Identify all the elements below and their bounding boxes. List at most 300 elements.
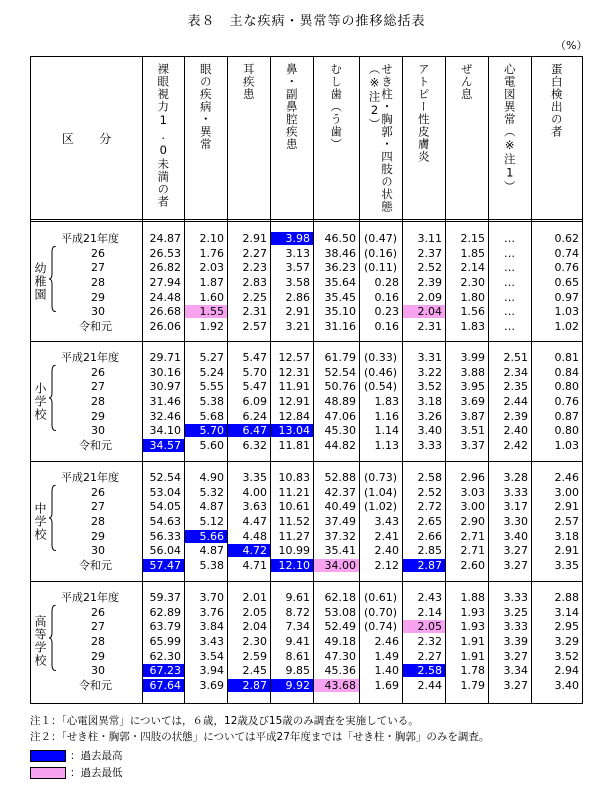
cell-ecg: 3.33 <box>503 620 528 634</box>
note-2: 注２：「せき柱・胸郭・四肢の状態」については平成27年度までは「せき柱・胸郭」のみを調査。 <box>30 731 490 743</box>
cell-asthma: 3.99 <box>460 351 485 364</box>
cell-eyesight: 53.04 <box>149 485 181 499</box>
cell-nose: 10.99 <box>278 544 310 558</box>
cell-protein: 0.62 <box>554 232 579 245</box>
cell-spine: (0.46) <box>363 365 398 379</box>
table-row <box>31 424 582 437</box>
column-header-text: アトピー性皮膚炎 <box>416 63 431 163</box>
table-header <box>31 57 582 222</box>
cell-ecg: … <box>504 290 515 304</box>
section-name: 幼稚園 <box>33 262 47 301</box>
cell-eye: 1.92 <box>199 319 224 333</box>
cell-eyesight: 57.47 <box>142 559 184 572</box>
cell-nose: 9.41 <box>285 634 310 648</box>
legend-max-swatch <box>30 750 66 762</box>
column-divider <box>184 57 185 703</box>
cell-nose: 9.85 <box>285 664 310 678</box>
cell-atopy: 2.87 <box>402 559 445 572</box>
cell-ear: 2.23 <box>242 261 267 275</box>
table-row <box>31 635 582 648</box>
cell-tooth: 35.45 <box>324 290 356 304</box>
cell-ecg: 2.51 <box>503 351 528 364</box>
cell-asthma: 1.91 <box>460 649 485 663</box>
cell-tooth: 47.06 <box>324 409 356 423</box>
section-2 <box>31 461 582 581</box>
cell-asthma: 3.00 <box>460 500 485 514</box>
cell-atopy: 2.66 <box>417 529 442 543</box>
cell-nose: 3.21 <box>285 319 310 333</box>
cell-eyesight: 30.16 <box>149 365 181 379</box>
cell-asthma: 3.95 <box>460 380 485 394</box>
column-header-text: むし歯（う歯） <box>329 63 344 151</box>
cell-eye: 1.76 <box>199 246 224 260</box>
cell-spine: 3.43 <box>374 514 399 528</box>
column-divider <box>142 57 143 703</box>
cell-ecg: 2.42 <box>503 438 528 452</box>
table-row <box>31 530 582 543</box>
cell-spine: (0.33) <box>363 351 398 364</box>
cell-ear: 2.05 <box>242 605 267 619</box>
cell-spine: 2.40 <box>374 544 399 558</box>
column-header-atopy <box>402 57 445 219</box>
table-row <box>31 232 582 245</box>
cell-asthma: 1.91 <box>460 634 485 648</box>
column-header-protein <box>531 57 582 219</box>
cell-atopy: 3.40 <box>417 424 442 438</box>
cell-ecg: … <box>504 319 515 333</box>
cell-asthma: 1.93 <box>460 605 485 619</box>
table-row <box>31 650 582 663</box>
cell-ecg: … <box>504 305 515 319</box>
cell-eye: 3.54 <box>199 649 224 663</box>
cell-tooth: 35.10 <box>324 305 356 319</box>
table-row <box>31 366 582 379</box>
column-divider <box>313 57 314 703</box>
cell-atopy: 2.58 <box>402 664 445 677</box>
cell-ear: 3.63 <box>242 500 267 514</box>
cell-asthma: 1.79 <box>460 678 485 692</box>
cell-eye: 3.76 <box>199 605 224 619</box>
row-label: 令和元 <box>79 438 112 452</box>
cell-ecg: 3.27 <box>503 678 528 692</box>
cell-eyesight: 59.37 <box>149 591 181 604</box>
cell-protein: 3.14 <box>554 605 579 619</box>
cell-spine: (0.70) <box>363 605 398 619</box>
cell-protein: 0.97 <box>554 290 579 304</box>
cell-spine: (0.16) <box>363 246 398 260</box>
cell-tooth: 40.49 <box>324 500 356 514</box>
trend-table <box>30 56 583 704</box>
cell-ear: 2.25 <box>242 290 267 304</box>
column-header-text: 鼻・副鼻腔疾患 <box>284 63 299 151</box>
cell-protein: 3.29 <box>554 634 579 648</box>
cell-asthma: 2.96 <box>460 471 485 484</box>
cell-protein: 3.52 <box>554 649 579 663</box>
row-label: 平成21年度 <box>61 351 119 364</box>
column-header-text: 心電図異常（※注1） <box>502 63 517 193</box>
cell-eye: 5.38 <box>199 394 224 408</box>
cell-eyesight: 29.71 <box>149 351 181 364</box>
cell-tooth: 53.08 <box>324 605 356 619</box>
cell-eye: 5.60 <box>199 438 224 452</box>
cell-tooth: 42.37 <box>324 485 356 499</box>
cell-atopy: 2.32 <box>417 634 442 648</box>
legend-max-label: ：過去最高 <box>70 750 123 762</box>
cell-protein: 1.03 <box>554 438 579 452</box>
cell-spine: 1.69 <box>374 678 399 692</box>
cell-eyesight: 56.04 <box>149 544 181 558</box>
cell-tooth: 45.36 <box>324 664 356 678</box>
cell-spine: (0.61) <box>363 591 398 604</box>
row-label: 27 <box>91 620 105 634</box>
cell-eyesight: 62.89 <box>149 605 181 619</box>
cell-protein: 3.00 <box>554 485 579 499</box>
cell-protein: 2.94 <box>554 664 579 678</box>
cell-ear: 6.24 <box>242 409 267 423</box>
cell-tooth: 52.88 <box>324 471 356 484</box>
cell-tooth: 48.89 <box>324 394 356 408</box>
table-row <box>31 320 582 333</box>
cell-spine: (1.02) <box>363 500 398 514</box>
cell-ecg: 2.35 <box>503 380 528 394</box>
cell-spine: (1.04) <box>363 485 398 499</box>
cell-ecg: 3.25 <box>503 605 528 619</box>
column-divider <box>270 57 271 703</box>
cell-eye: 3.43 <box>199 634 224 648</box>
column-header-text: 眼の疾病・異常 <box>198 63 213 151</box>
cell-ecg: 3.28 <box>503 471 528 484</box>
cell-ecg: 2.44 <box>503 394 528 408</box>
cell-ecg: 2.34 <box>503 365 528 379</box>
cell-ear: 6.09 <box>242 394 267 408</box>
cell-ecg: 2.39 <box>503 409 528 423</box>
cell-ear: 6.47 <box>227 424 270 437</box>
row-label: 平成21年度 <box>61 591 119 604</box>
cell-tooth: 47.30 <box>324 649 356 663</box>
cell-protein: 0.76 <box>554 261 579 275</box>
row-label: 28 <box>91 634 105 648</box>
row-label: 令和元 <box>79 319 112 333</box>
cell-eyesight: 63.79 <box>149 620 181 634</box>
cell-nose: 12.91 <box>278 394 310 408</box>
cell-ecg: 3.30 <box>503 514 528 528</box>
cell-asthma: 1.88 <box>460 591 485 604</box>
cell-asthma: 2.71 <box>460 529 485 543</box>
cell-asthma: 2.90 <box>460 514 485 528</box>
cell-asthma: 1.85 <box>460 246 485 260</box>
cell-ear: 5.47 <box>242 380 267 394</box>
cell-atopy: 3.26 <box>417 409 442 423</box>
cell-eye: 4.87 <box>199 544 224 558</box>
cell-protein: 2.91 <box>554 500 579 514</box>
cell-ecg: 3.39 <box>503 634 528 648</box>
cell-nose: 3.98 <box>270 232 313 245</box>
cell-atopy: 3.22 <box>417 365 442 379</box>
column-header-asthma <box>445 57 488 219</box>
cell-protein: 3.40 <box>554 678 579 692</box>
cell-ear: 2.87 <box>227 679 270 692</box>
cell-protein: 0.65 <box>554 275 579 289</box>
cell-tooth: 62.18 <box>324 591 356 604</box>
column-header-tooth <box>313 57 359 219</box>
cell-protein: 0.80 <box>554 380 579 394</box>
cell-atopy: 2.58 <box>417 471 442 484</box>
cell-asthma: 1.93 <box>460 620 485 634</box>
cell-nose: 9.92 <box>270 679 313 692</box>
table-row <box>31 276 582 289</box>
cell-eye: 2.10 <box>199 232 224 245</box>
cell-nose: 9.61 <box>285 591 310 604</box>
cell-ecg: 3.27 <box>503 649 528 663</box>
cell-ear: 5.47 <box>242 351 267 364</box>
cell-atopy: 2.09 <box>417 290 442 304</box>
cell-ear: 2.45 <box>242 664 267 678</box>
cell-ecg: … <box>504 232 515 245</box>
cell-ear: 2.59 <box>242 649 267 663</box>
cell-asthma: 2.60 <box>460 558 485 572</box>
kubun-char-1: 区 <box>61 131 74 146</box>
cell-eye: 1.55 <box>184 305 227 318</box>
row-label: 29 <box>91 290 105 304</box>
cell-atopy: 2.27 <box>417 649 442 663</box>
cell-atopy: 2.52 <box>417 485 442 499</box>
cell-eyesight: 26.82 <box>149 261 181 275</box>
table-row <box>31 380 582 393</box>
cell-tooth: 37.49 <box>324 514 356 528</box>
cell-ecg: 3.27 <box>503 544 528 558</box>
column-header-text: 耳疾患 <box>241 63 256 101</box>
cell-ecg: 2.40 <box>503 424 528 438</box>
cell-ear: 4.72 <box>227 544 270 557</box>
cell-atopy: 3.33 <box>417 438 442 452</box>
cell-eyesight: 26.53 <box>149 246 181 260</box>
column-header-text: ぜん息 <box>459 63 474 101</box>
cell-tooth: 37.32 <box>324 529 356 543</box>
cell-asthma: 1.78 <box>460 664 485 678</box>
table-row <box>31 544 582 557</box>
cell-ear: 5.70 <box>242 365 267 379</box>
cell-nose: 11.52 <box>278 514 310 528</box>
row-label: 29 <box>91 649 105 663</box>
cell-eyesight: 67.23 <box>142 664 184 677</box>
cell-eye: 3.69 <box>199 678 224 692</box>
cell-atopy: 2.05 <box>402 620 445 633</box>
cell-eye: 5.38 <box>199 558 224 572</box>
cell-ecg: 3.40 <box>503 529 528 543</box>
cell-protein: 0.87 <box>554 409 579 423</box>
column-header-eye <box>184 57 227 219</box>
column-header-text: 蛋白検出の者 <box>549 63 564 138</box>
cell-atopy: 2.04 <box>402 305 445 318</box>
cell-protein: 2.88 <box>554 591 579 604</box>
cell-eye: 4.87 <box>199 500 224 514</box>
cell-protein: 0.76 <box>554 394 579 408</box>
cell-eye: 3.94 <box>199 664 224 678</box>
table-row <box>31 439 582 452</box>
row-label: 28 <box>91 275 105 289</box>
section-name: 中学校 <box>33 501 47 541</box>
cell-eyesight: 65.99 <box>149 634 181 648</box>
cell-spine: 2.46 <box>374 634 399 648</box>
cell-protein: 2.57 <box>554 514 579 528</box>
cell-ear: 4.00 <box>242 485 267 499</box>
cell-atopy: 2.43 <box>417 591 442 604</box>
cell-ear: 2.83 <box>242 275 267 289</box>
cell-eye: 2.03 <box>199 261 224 275</box>
cell-ecg: … <box>504 275 515 289</box>
legend-min-swatch <box>30 767 66 779</box>
cell-nose: 8.72 <box>285 605 310 619</box>
cell-protein: 0.80 <box>554 424 579 438</box>
cell-tooth: 43.68 <box>313 679 359 692</box>
cell-asthma: 2.30 <box>460 275 485 289</box>
legend-min-label: ：過去最低 <box>70 767 123 779</box>
section-name: 高等学校 <box>33 615 47 667</box>
cell-asthma: 3.87 <box>460 409 485 423</box>
cell-eye: 5.24 <box>199 365 224 379</box>
cell-spine: 1.16 <box>374 409 399 423</box>
column-divider <box>531 57 532 703</box>
cell-atopy: 3.11 <box>417 232 442 245</box>
cell-eyesight: 24.87 <box>149 232 181 245</box>
cell-nose: 12.31 <box>278 365 310 379</box>
cell-eyesight: 34.10 <box>149 424 181 438</box>
row-label: 30 <box>91 424 105 438</box>
column-header-eyesight <box>142 57 184 219</box>
cell-tooth: 35.64 <box>324 275 356 289</box>
cell-eyesight: 27.94 <box>149 275 181 289</box>
cell-eyesight: 67.64 <box>142 679 184 692</box>
cell-nose: 11.21 <box>278 485 310 499</box>
notes <box>30 713 489 745</box>
table-row <box>31 679 582 692</box>
cell-spine: 1.40 <box>374 664 399 678</box>
cell-protein: 3.18 <box>554 529 579 543</box>
cell-atopy: 3.31 <box>417 351 442 364</box>
cell-eyesight: 30.97 <box>149 380 181 394</box>
cell-tooth: 38.46 <box>324 246 356 260</box>
cell-nose: 11.81 <box>278 438 310 452</box>
cell-spine: 1.13 <box>374 438 399 452</box>
cell-asthma: 3.69 <box>460 394 485 408</box>
row-label: 27 <box>91 500 105 514</box>
cell-nose: 12.57 <box>278 351 310 364</box>
legend-min <box>30 765 123 780</box>
cell-nose: 12.10 <box>270 559 313 572</box>
cell-spine: 1.83 <box>374 394 399 408</box>
table-row <box>31 351 582 364</box>
row-label: 26 <box>91 605 105 619</box>
kubun-header <box>31 57 142 219</box>
cell-ear: 2.30 <box>242 634 267 648</box>
table-row <box>31 606 582 619</box>
cell-ecg: 3.27 <box>503 558 528 572</box>
row-label: 30 <box>91 664 105 678</box>
table-row <box>31 500 582 513</box>
row-label: 29 <box>91 409 105 423</box>
row-label: 28 <box>91 514 105 528</box>
cell-asthma: 3.37 <box>460 438 485 452</box>
cell-spine: (0.73) <box>363 471 398 484</box>
cell-nose: 2.86 <box>285 290 310 304</box>
cell-spine: (0.11) <box>363 261 398 275</box>
cell-eye: 3.84 <box>199 620 224 634</box>
cell-spine: (0.74) <box>363 620 398 634</box>
cell-ear: 4.47 <box>242 514 267 528</box>
cell-ecg: 3.33 <box>503 591 528 604</box>
cell-eye: 4.90 <box>199 471 224 484</box>
cell-nose: 11.91 <box>278 380 310 394</box>
cell-spine: 0.16 <box>374 319 399 333</box>
column-divider <box>227 57 228 703</box>
column-header-ear <box>227 57 270 219</box>
cell-atopy: 2.52 <box>417 261 442 275</box>
cell-eyesight: 31.46 <box>149 394 181 408</box>
cell-eyesight: 54.63 <box>149 514 181 528</box>
cell-eyesight: 24.48 <box>149 290 181 304</box>
cell-protein: 2.95 <box>554 620 579 634</box>
cell-atopy: 3.18 <box>417 394 442 408</box>
cell-ear: 2.04 <box>242 620 267 634</box>
cell-protein: 0.81 <box>554 351 579 364</box>
cell-tooth: 49.18 <box>324 634 356 648</box>
row-label: 30 <box>91 544 105 558</box>
table-row <box>31 410 582 423</box>
cell-nose: 11.27 <box>278 529 310 543</box>
cell-protein: 3.35 <box>554 558 579 572</box>
kubun-char-2: 分 <box>99 131 112 146</box>
cell-tooth: 50.76 <box>324 380 356 394</box>
row-label: 26 <box>91 485 105 499</box>
cell-eye: 5.66 <box>184 530 227 543</box>
table-row <box>31 395 582 408</box>
cell-ecg: … <box>504 261 515 275</box>
row-label: 28 <box>91 394 105 408</box>
table-row <box>31 247 582 260</box>
cell-ear: 2.31 <box>242 305 267 319</box>
cell-ecg: 3.34 <box>503 664 528 678</box>
cell-tooth: 35.41 <box>324 544 356 558</box>
legend-max <box>30 748 123 763</box>
cell-eye: 3.70 <box>199 591 224 604</box>
cell-eye: 1.60 <box>199 290 224 304</box>
cell-spine: 0.23 <box>374 305 399 319</box>
cell-protein: 2.91 <box>554 544 579 558</box>
cell-eyesight: 56.33 <box>149 529 181 543</box>
cell-eye: 5.27 <box>199 351 224 364</box>
cell-ear: 2.27 <box>242 246 267 260</box>
cell-ear: 4.71 <box>242 558 267 572</box>
column-header-ecg <box>488 57 531 219</box>
cell-eyesight: 34.57 <box>142 439 184 452</box>
cell-atopy: 2.39 <box>417 275 442 289</box>
row-label: 令和元 <box>79 678 112 692</box>
table-row <box>31 559 582 572</box>
cell-nose: 3.13 <box>285 246 310 260</box>
cell-tooth: 45.30 <box>324 424 356 438</box>
cell-eye: 1.87 <box>199 275 224 289</box>
cell-atopy: 2.85 <box>417 544 442 558</box>
cell-tooth: 34.00 <box>313 559 359 572</box>
cell-tooth: 31.16 <box>324 319 356 333</box>
cell-tooth: 36.23 <box>324 261 356 275</box>
cell-ear: 4.48 <box>242 529 267 543</box>
table-row <box>31 261 582 274</box>
cell-nose: 7.34 <box>285 620 310 634</box>
table-row <box>31 486 582 499</box>
cell-spine: 1.14 <box>374 424 399 438</box>
cell-eye: 5.32 <box>199 485 224 499</box>
